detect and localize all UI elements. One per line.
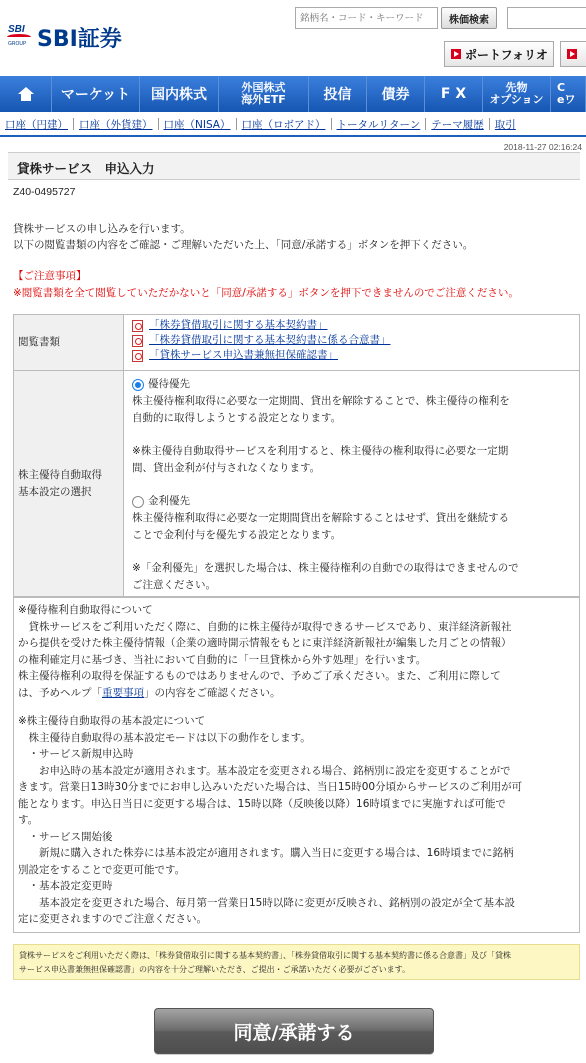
arrow-right-icon — [451, 49, 461, 59]
page-title: 貸株サービス 申込入力 — [17, 161, 155, 176]
pdf-icon — [132, 335, 143, 347]
note-heading: ※優待権利自動取得について — [18, 604, 153, 616]
note-bullet: ・サービス新規申込時 — [18, 748, 134, 760]
doc-link-text[interactable]: 「貸株サービス申込書兼無担保確認書」 — [149, 349, 338, 361]
home-icon — [18, 87, 34, 101]
logo-mark-text: SBI — [8, 24, 25, 35]
nav-more[interactable] — [551, 76, 586, 112]
nav-label: 国内株式 — [151, 87, 207, 103]
option-desc: ことで金利付与を優先する設定となります。 — [132, 529, 342, 541]
note-text: 能となります。申込日当日に変更する場合は、15時以降（反映後以降）16時頃までに実施すれば可能で — [18, 797, 506, 810]
subnav-account-foreign[interactable]: 口座（外貨建） — [79, 118, 153, 131]
radio-yutai-priority[interactable] — [132, 379, 144, 391]
account-sub-nav — [0, 113, 586, 137]
note-text: から提供を受けた株主優待情報（企業の適時開示情報をもとに東洋経済新報社が編集した月ごとの情報） — [18, 637, 512, 649]
option-yutai-priority[interactable] — [132, 376, 579, 393]
option-note: 間、貸出金利が付与されなくなります。 — [132, 462, 321, 474]
pdf-icon — [132, 350, 143, 362]
nav-home[interactable] — [0, 76, 52, 112]
table-row — [14, 315, 579, 371]
option-label: 金利優先 — [148, 495, 190, 507]
option-desc: 株主優待権利取得に必要な一定期間、貸出を解除することで、株主優待の権利を — [132, 395, 510, 407]
spacer — [18, 701, 575, 713]
note-text: 基本設定を変更された場合、毎月第一営業日15時以降に変更が反映され、銘柄別の設定が全て基本設 — [18, 896, 515, 909]
settings-label — [14, 371, 124, 596]
nav-label: 先物 オプション — [489, 81, 544, 106]
caution-title: 【ご注意事項】 — [13, 270, 87, 282]
notice-text: サービス申込書兼無担保確認書」の内容を十分ご理解いただき、ご提出・ご承諾いただく必要がございます。 — [19, 965, 411, 974]
header-secondary-button[interactable] — [560, 41, 586, 67]
spacer — [132, 427, 579, 443]
note-text — [18, 685, 575, 702]
note-text: 別設定をすることで変更可能です。 — [18, 863, 186, 876]
doc-link-text[interactable]: 「株券貸借取引に関する基本契約書」 — [149, 319, 328, 331]
note-text: の権利確定月に基づき、当社において自動的に「一旦貸株から外す処理」を行います。 — [18, 653, 427, 666]
subnav-total-return[interactable]: トータルリターン — [336, 118, 421, 131]
notice-text: 貸株サービスをご利用いただく際は、「株券貸借取引に関する基本契約書」、「株券貸借取引に関する基本契約書に係る合意書」及び「貸株 — [19, 951, 511, 960]
global-nav — [0, 76, 586, 112]
note-bullet: ・サービス開始後 — [18, 830, 113, 843]
note-bullet: ・基本設定変更時 — [18, 880, 113, 892]
nav-label: 債券 — [381, 87, 410, 103]
portfolio-button[interactable] — [444, 41, 554, 67]
notes-box — [13, 597, 580, 933]
nav-investment-trusts[interactable] — [309, 76, 367, 112]
nav-foreign-stocks[interactable] — [219, 76, 309, 112]
note-text: お申込時の基本設定が適用されます。基本設定を変更される場合、銘柄別に設定を変更することがで — [18, 764, 511, 777]
nav-fx[interactable] — [425, 76, 483, 112]
settings-label-line: 株主優待自動取得 — [18, 468, 102, 481]
docs-label-text: 閲覧書類 — [18, 336, 60, 348]
doc-link-agreement[interactable] — [132, 334, 579, 347]
header-right-field[interactable] — [507, 7, 586, 29]
brand-name: SBI証券 — [37, 27, 122, 52]
docs-cell — [124, 315, 579, 370]
radio-interest-priority[interactable] — [132, 496, 144, 508]
nav-bonds[interactable] — [367, 76, 425, 112]
option-label: 優待優先 — [148, 378, 190, 390]
subnav-account-jpy[interactable]: 口座（円建） — [5, 118, 68, 131]
nav-market[interactable] — [52, 76, 140, 112]
option-interest-priority[interactable] — [132, 493, 579, 510]
nav-label: 投信 — [323, 87, 352, 103]
nav-domestic-stocks[interactable] — [140, 76, 219, 112]
option-note: ご注意ください。 — [132, 579, 216, 591]
important-notice-link[interactable]: 重要事項 — [102, 686, 144, 699]
subnav-trade[interactable]: 取引 — [494, 118, 516, 131]
spacer — [132, 544, 579, 560]
timestamp: 2018-11-27 02:16:24 — [503, 142, 582, 152]
option-desc: 自動的に取得しようとする設定となります。 — [132, 412, 342, 424]
settings-cell — [124, 371, 579, 596]
caution-text: ※閲覧書類を全て閲覧していただかないと「同意/承諾する」ボタンを押下できませんのでご注意ください。 — [13, 287, 519, 299]
intro-text: 貸株サービスの申し込みを行います。 — [13, 223, 191, 235]
pdf-icon — [132, 320, 143, 332]
note-text: 貸株サービスをご利用いただく際に、自動的に株主優待が取得できるサービスであり、東洋経済新報社 — [18, 620, 512, 633]
option-note: ※株主優待自動取得サービスを利用すると、株主優待の権利取得に必要な一定期 — [132, 445, 509, 457]
option-desc: 株主優待権利取得に必要な一定期間貸出を解除することはせず、貸出を継続する — [132, 512, 510, 524]
stock-search-button[interactable]: 株価検索 — [441, 7, 497, 29]
sbi-logo[interactable] — [7, 22, 147, 52]
spacer — [132, 477, 579, 493]
nav-label: F X — [440, 86, 467, 102]
account-code: Z40-0495727 — [13, 186, 76, 198]
sbi-group-mark — [7, 22, 35, 48]
title-bar — [8, 152, 580, 180]
intro-text: 以下の閲覧書類の内容をご確認・ご理解いただいた上、「同意/承諾する」ボタンを押下ください。 — [13, 239, 474, 251]
note-text: す。 — [18, 814, 39, 826]
arrow-right-icon — [567, 49, 577, 59]
doc-link-application[interactable] — [132, 349, 579, 362]
subnav-account-roboad[interactable]: 口座（ロボアド） — [241, 118, 326, 131]
agree-consent-button[interactable]: 同意/承諾する — [154, 1008, 434, 1054]
note-heading: ※株主優待自動取得の基本設定について — [18, 715, 206, 727]
logo-swoosh — [7, 34, 31, 40]
nav-futures-options[interactable] — [483, 76, 551, 112]
note-text: 新規に購入された株券には基本設定が適用されます。購入当日に変更する場合は、16時頃までに銘柄 — [18, 847, 514, 859]
option-note: ※「金利優先」を選択した場合は、株主優待権利の自動での取得はできませんので — [132, 562, 519, 574]
note-text-part: 」の内容をご確認ください。 — [144, 686, 281, 699]
doc-link-text[interactable]: 「株券貸借取引に関する基本契約書に係る合意書」 — [149, 334, 391, 346]
docs-label — [14, 315, 124, 370]
logo-group-text: GROUP — [8, 41, 27, 47]
note-text: 定に変更されますのでご注意ください。 — [18, 913, 207, 925]
note-text: 株主優待自動取得の基本設定モードは以下の動作をします。 — [18, 731, 311, 744]
header — [0, 0, 586, 76]
nav-label: C eワ — [557, 81, 576, 106]
note-text-part: は、予めヘルプ「 — [18, 686, 102, 699]
doc-link-basic-contract[interactable] — [132, 319, 579, 332]
consent-notice — [13, 944, 580, 980]
table-row — [14, 371, 579, 596]
note-text: 株主優待権利の取得を保証するものではありませんので、予めご了承ください。また、ご利用に際して — [18, 670, 501, 682]
nav-label: マーケット — [60, 87, 131, 103]
subnav-account-nisa[interactable]: 口座（NISA） — [163, 118, 231, 131]
nav-label: 外国株式 海外ETF — [241, 81, 286, 106]
note-text: きます。営業日13時30分までにお申し込みいただいた場合は、当日15時00分頃からサービスのご利用が可 — [18, 781, 523, 793]
consent-table — [13, 314, 580, 597]
subnav-theme-history[interactable]: テーマ履歴 — [431, 118, 484, 131]
stock-search-input[interactable] — [295, 7, 438, 29]
settings-label-line: 基本設定の選択 — [18, 485, 92, 498]
portfolio-label: ポートフォリオ — [465, 47, 548, 62]
